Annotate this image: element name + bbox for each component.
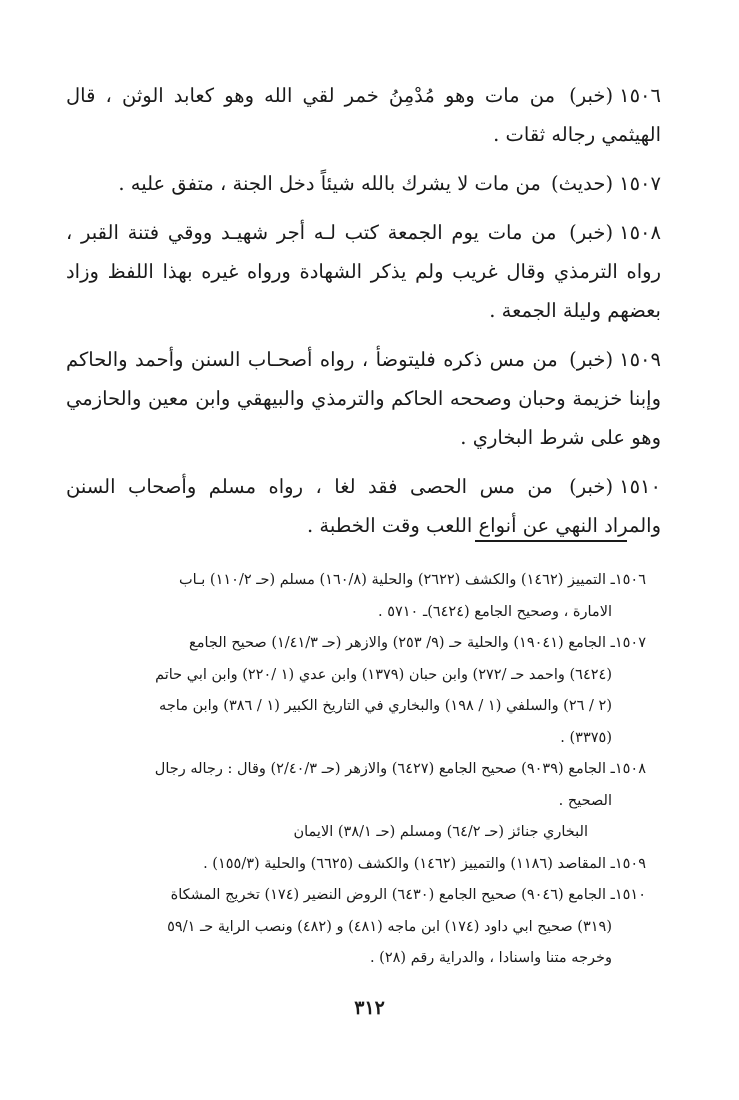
entry-1506 xyxy=(66,76,661,154)
footnote-1506 xyxy=(66,565,646,628)
entry-1507 xyxy=(66,164,661,203)
footnote-line: الصحيح . xyxy=(558,792,612,809)
entry-text: من مس الحصى فقد لغا ، رواه مسلم وأصحاب السنن والمراد النهي عن أنواع اللعب وقت الخطبة . xyxy=(66,475,661,537)
footnote-line: ١٥١٠ـ الجامع (٩٠٤٦) صحيح الجامع (٦٤٣٠) الروض النضير (١٧٤) تخريج المشكاة xyxy=(170,887,646,903)
entry-number: ١٥٠٦ xyxy=(619,84,661,107)
entry-1509 xyxy=(66,340,661,457)
entry-text: من مات وهو مُدْمِنُ خمر لقي الله وهو كعابد الوثن ، قال الهيثمي رجاله ثقات . xyxy=(66,84,661,146)
footnote-line: (٦٤٢٤) واحمد حـ /٢٧٢) وابن حبان (١٣٧٩) وابن عدي (١ /٢٢٠) وابن ابي حاتم xyxy=(155,666,612,683)
entry-text: من مات لا يشرك بالله شيئاً دخل الجنة ، متفق عليه . xyxy=(118,172,541,195)
entry-1510 xyxy=(66,467,661,545)
entry-number: ١٥٠٩ xyxy=(619,348,661,371)
footnote-1509 xyxy=(66,849,646,881)
footnote-extra-line: البخاري جنائز (حـ ٦٤/٢) ومسلم (حـ ٣٨/١) الايمان xyxy=(293,824,588,840)
entry-tag: (خبر) xyxy=(569,221,614,244)
footnote-line: ١٥٠٧ـ الجامع (١٩٠٤١) والحلية حـ (٩/ ٢٥٣) والازهر (حـ ١/٤١/٣) صحيح الجامع xyxy=(189,635,646,651)
footnote-line: (٢ / ٢٦) والسلفي (١ / ١٩٨) والبخاري في التاريخ الكبير (١ / ٣٨٦) وابن ماجه xyxy=(159,698,612,714)
page-number: ٣١٢ xyxy=(354,997,385,1019)
footnote-line: ١٥٠٦ـ التمييز (١٤٦٢) والكشف (٢٦٢٢) والحلية (١٦٠/٨) مسلم (حـ ١١٠/٢) بـاب xyxy=(178,572,646,588)
footnotes xyxy=(66,565,646,975)
entry-tag: (خبر) xyxy=(569,84,614,107)
footnote-1507 xyxy=(66,628,646,754)
entry-tag: (خبر) xyxy=(569,475,614,498)
entry-number: ١٥١٠ xyxy=(619,475,661,498)
footnote-line: (٣١٩) صحيح ابي داود (١٧٤) ابن ماجه (٤٨١) و (٤٨٢) ونصب الراية حـ ٥٩/١ xyxy=(167,918,612,935)
footnote-line: وخرجه متنا واسنادا ، والدراية رقم (٢٨) . xyxy=(369,950,612,966)
footnote-line: ١٥٠٩ـ المقاصد (١١٨٦) والتمييز (١٤٦٢) والكشف (٦٦٢٥) والحلية (١٥٥/٣) . xyxy=(203,855,646,872)
entry-1508 xyxy=(66,213,661,330)
footnote-1510 xyxy=(66,880,646,975)
entry-text: من مات يوم الجمعة كتب لـه أجر شهيـد ووقي فتنة القبر ، رواه الترمذي وقال غريب ولم يذكر الشهادة ورواه غيره بهذا اللفظ وزاد بعضهم وليلة الجمعة . xyxy=(66,221,661,322)
entry-number: ١٥٠٧ xyxy=(619,172,661,195)
footnote-separator xyxy=(475,540,627,542)
entry-tag: (خبر) xyxy=(569,348,614,371)
entry-text: من مس ذكره فليتوضأ ، رواه أصحـاب السنن وأحمد والحاكم وإبنا خزيمة وحبان وصححه الحاكم والترمذي والبيهقي وابن معين والحازمي وهو على شرط البخاري . xyxy=(66,348,661,449)
footnote-line: الامارة ، وصحيح الجامع (٦٤٢٤)ـ ٥٧١٠ . xyxy=(377,603,612,620)
footnote-1508 xyxy=(66,754,646,849)
footnote-line: (٣٣٧٥) . xyxy=(560,729,612,746)
entry-number: ١٥٠٨ xyxy=(619,221,661,244)
footnote-line: ١٥٠٨ـ الجامع (٩٠٣٩) صحيح الجامع (٦٤٢٧) والازهر (حـ ٢/٤٠/٣) وقال : رجاله رجال xyxy=(154,761,646,777)
main-text xyxy=(66,76,661,555)
entry-tag: (حديث) xyxy=(551,172,614,195)
